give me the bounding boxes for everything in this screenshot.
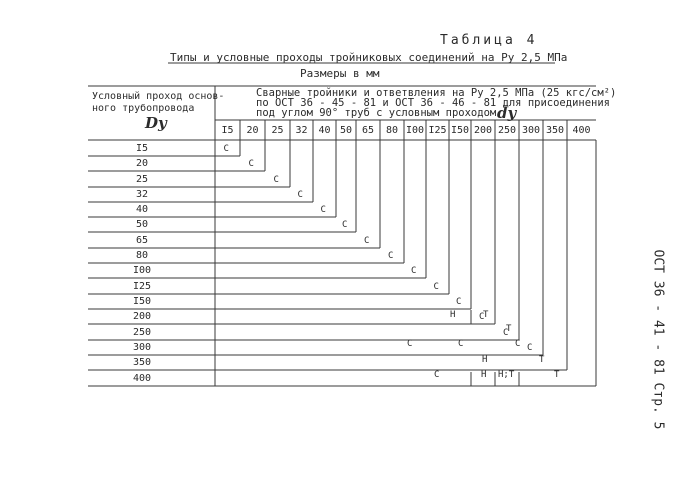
type-mark: С [248,159,254,169]
mark-row-400-c: С [434,370,440,380]
mark-row-400-ht: Н;Т [498,370,515,380]
row-label: 20 [135,158,149,169]
mark-row-300-c1: С [407,339,413,349]
column-header: I5 [221,125,234,136]
row-label: 200 [132,311,152,322]
table-number: Таблица 4 [440,33,538,48]
branch-symbol: dу [497,104,517,122]
type-mark: С [411,266,417,276]
right-header-line2: по ОСТ 36 - 45 - 81 и ОСТ 36 - 46 - 81 для присоединения [256,97,611,109]
mark-row-400-h: Н [481,370,487,380]
document-code: ОСТ 36 - 41 - 81 Стр. 5 [650,249,666,430]
column-header: 400 [572,125,591,136]
type-mark: С [364,236,370,246]
row-label: 25 [135,174,149,185]
row-label: 40 [135,204,149,215]
row-label: I5 [135,143,149,154]
column-header: 250 [497,125,517,136]
mark-row-350-h: Н [482,355,488,365]
type-mark: С [503,328,509,338]
type-mark: С [456,297,462,307]
left-header-line1: Условный проход основ- [92,91,225,102]
right-header-line1: Сварные тройники и ответвления на Pу 2,5 МПа (25 кгс/см²) [256,87,617,99]
column-header: 20 [246,125,259,136]
type-mark: С [297,190,303,200]
right-header-line3: под углом 90° труб с условным проходом [256,107,497,119]
type-mark: С [479,312,485,322]
row-label: 65 [135,235,149,246]
row-label: 50 [135,219,149,230]
mark-row-300-c3: С [515,339,521,349]
row-label: 80 [135,250,149,261]
row-label: 350 [132,357,152,368]
column-header: I00 [405,125,425,136]
column-header: 40 [318,125,331,136]
row-label: 32 [135,189,149,200]
type-mark: С [388,251,394,261]
type-mark: С [273,175,279,185]
column-header: 80 [385,125,399,136]
column-header: 25 [271,125,284,136]
table-title: Типы и условные проходы тройниковых соединений на Pу 2,5 МПа [170,51,568,64]
mark-row-200-t: Т [483,310,489,320]
mark-row-300-c2: С [458,339,464,349]
mark-row-400-t: Т [554,370,560,380]
mark-row-200-h: Н [450,310,456,320]
row-label: 250 [132,327,152,338]
row-label: I50 [132,296,152,307]
column-header: I50 [450,125,470,136]
main-pipe-symbol: Dу [145,114,167,132]
type-mark: С [433,282,439,292]
row-label: I00 [132,265,152,276]
column-header: I25 [428,125,447,136]
column-header: 32 [295,125,308,136]
left-header-line2: ного трубопровода [92,103,195,114]
column-header: 300 [521,125,541,136]
mark-row-350-t: Т [539,355,545,365]
column-header: 350 [545,125,565,136]
mark-row-250-t: Т [506,324,512,334]
row-label: I25 [132,281,152,292]
type-mark: С [320,205,326,215]
row-label: 400 [132,373,152,384]
column-header: 200 [473,125,493,136]
column-header: 65 [361,125,375,136]
row-label: 300 [132,342,152,353]
type-mark: С [342,220,348,230]
type-mark: С [223,144,229,154]
type-mark: С [527,343,533,353]
table-subtitle: Размеры в мм [300,67,380,80]
column-header: 50 [339,125,353,136]
